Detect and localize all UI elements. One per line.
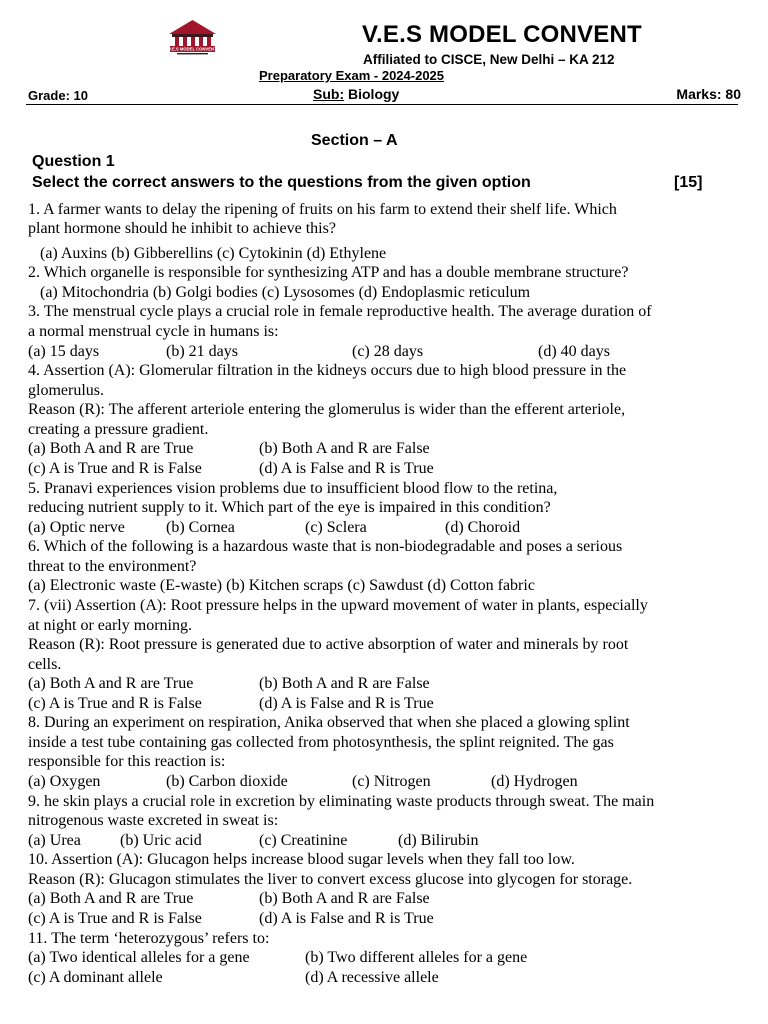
question-5-option-c: (c) Sclera (305, 519, 367, 536)
question-9-option-a: (a) Urea (28, 832, 81, 849)
question-2-text: 2. Which organelle is responsible for synthesizing ATP and has a double membrane structure? (28, 264, 629, 281)
subject-prefix: Sub: (313, 86, 345, 102)
question-9-text: 9. he skin plays a crucial role in excretion by eliminating waste products through sweat. The main (28, 793, 655, 810)
question-7-option-b: (b) Both A and R are False (259, 675, 430, 692)
question-1-text: 1. A farmer wants to delay the ripening of fruits on his farm to extend their shelf life. Which (28, 201, 617, 218)
logo-text: V.E.S MODEL CONVENT (168, 46, 217, 52)
question-4-option-c: (c) A is True and R is False (28, 460, 202, 477)
question-10-option-a: (a) Both A and R are True (28, 890, 194, 907)
school-name: V.E.S MODEL CONVENT (362, 21, 642, 48)
question-7-option-a: (a) Both A and R are True (28, 675, 194, 692)
question-10-text: 10. Assertion (A): Glucagon helps increase blood sugar levels when they fall too low. (28, 851, 575, 868)
question-8-option-a: (a) Oxygen (28, 773, 101, 790)
question-2-options: (a) Mitochondria (b) Golgi bodies (c) Lysosomes (d) Endoplasmic reticulum (40, 284, 531, 301)
question-10-option-b: (b) Both A and R are False (259, 890, 430, 907)
question-9-text-cont: nitrogenous waste excreted in sweat is: (28, 812, 279, 829)
affiliation-text: Affiliated to CISCE, New Delhi – KA 212 (363, 52, 615, 67)
question-5-text: 5. Pranavi experiences vision problems due to insufficient blood flow to the retina, (28, 480, 558, 497)
question-7-text-cont: at night or early morning. (28, 617, 192, 634)
school-logo (165, 16, 220, 56)
marks-label: Marks: 80 (676, 86, 741, 102)
question-4-reason: Reason (R): The afferent arteriole entering the glomerulus is wider than the efferent arteriole, (28, 401, 626, 418)
question-11-option-c: (c) A dominant allele (28, 969, 163, 986)
question-5-option-d: (d) Choroid (445, 519, 521, 536)
question-7-reason: Reason (R): Root pressure is generated due to active absorption of water and minerals by root (28, 636, 629, 653)
question-3-option-a: (a) 15 days (28, 343, 100, 360)
question-11-option-a: (a) Two identical alleles for a gene (28, 949, 250, 966)
question-11-option-d: (d) A recessive allele (305, 969, 439, 986)
question-8-text-cont-2: responsible for this reaction is: (28, 753, 226, 770)
question-9-option-b: (b) Uric acid (120, 832, 202, 849)
question-10-option-c: (c) A is True and R is False (28, 910, 202, 927)
question-8-option-c: (c) Nitrogen (352, 773, 431, 790)
question-3-text: 3. The menstrual cycle plays a crucial role in female reproductive health. The average duration of (28, 303, 652, 320)
question-6-options: (a) Electronic waste (E-waste) (b) Kitchen scraps (c) Sawdust (d) Cotton fabric (28, 577, 535, 594)
subject-label (313, 86, 399, 102)
question-4-reason-cont: creating a pressure gradient. (28, 421, 209, 438)
subject-value: Biology (344, 86, 400, 102)
header-divider (26, 104, 738, 105)
question-3-option-b: (b) 21 days (166, 343, 238, 360)
question-6-text: 6. Which of the following is a hazardous waste that is non-biodegradable and poses a serious (28, 538, 623, 555)
instruction-text: Select the correct answers to the questions from the given option (32, 174, 531, 191)
question-4-text: 4. Assertion (A): Glomerular filtration in the kidneys occurs due to high blood pressure in the (28, 362, 627, 379)
question-7-text: 7. (vii) Assertion (A): Root pressure helps in the upward movement of water in plants, especially (28, 597, 648, 614)
question-1-options: (a) Auxins (b) Gibberellins (c) Cytokinin (d) Ethylene (40, 245, 387, 262)
question-5-text-cont: reducing nutrient supply to it. Which part of the eye is impaired in this condition? (28, 499, 551, 516)
exam-title: Preparatory Exam - 2024-2025 (259, 68, 445, 83)
question-7-reason-cont: cells. (28, 656, 62, 673)
question-4-text-cont: glomerulus. (28, 382, 104, 399)
grade-label: Grade: 10 (28, 88, 88, 103)
question-9-option-d: (d) Bilirubin (398, 832, 479, 849)
question-5-option-b: (b) Cornea (166, 519, 235, 536)
question-8-option-b: (b) Carbon dioxide (166, 773, 288, 790)
question-marks: [15] (674, 174, 703, 191)
section-title: Section – A (311, 132, 398, 149)
question-6-text-cont: threat to the environment? (28, 558, 197, 575)
question-5-option-a: (a) Optic nerve (28, 519, 125, 536)
question-3-option-c: (c) 28 days (352, 343, 424, 360)
question-11-option-b: (b) Two different alleles for a gene (305, 949, 528, 966)
question-7-option-c: (c) A is True and R is False (28, 695, 202, 712)
question-10-reason: Reason (R): Glucagon stimulates the liver to convert excess glucose into glycogen for storage. (28, 871, 633, 888)
question-3-text-cont: a normal menstrual cycle in humans is: (28, 323, 279, 340)
question-4-option-d: (d) A is False and R is True (259, 460, 434, 477)
question-4-option-b: (b) Both A and R are False (259, 440, 430, 457)
question-11-text: 11. The term ‘heterozygous’ refers to: (28, 930, 270, 947)
question-10-option-d: (d) A is False and R is True (259, 910, 434, 927)
question-9-option-c: (c) Creatinine (259, 832, 348, 849)
question-8-text-cont: inside a test tube containing gas collected from photosynthesis, the splint reignited. The gas (28, 734, 614, 751)
question-4-option-a: (a) Both A and R are True (28, 440, 194, 457)
question-8-text: 8. During an experiment on respiration, Anika observed that when she placed a glowing splint (28, 714, 630, 731)
question-8-option-d: (d) Hydrogen (491, 773, 578, 790)
question-7-option-d: (d) A is False and R is True (259, 695, 434, 712)
question-label: Question 1 (32, 153, 115, 170)
question-3-option-d: (d) 40 days (538, 343, 610, 360)
question-1-text-cont: plant hormone should he inhibit to achieve this? (28, 220, 336, 237)
